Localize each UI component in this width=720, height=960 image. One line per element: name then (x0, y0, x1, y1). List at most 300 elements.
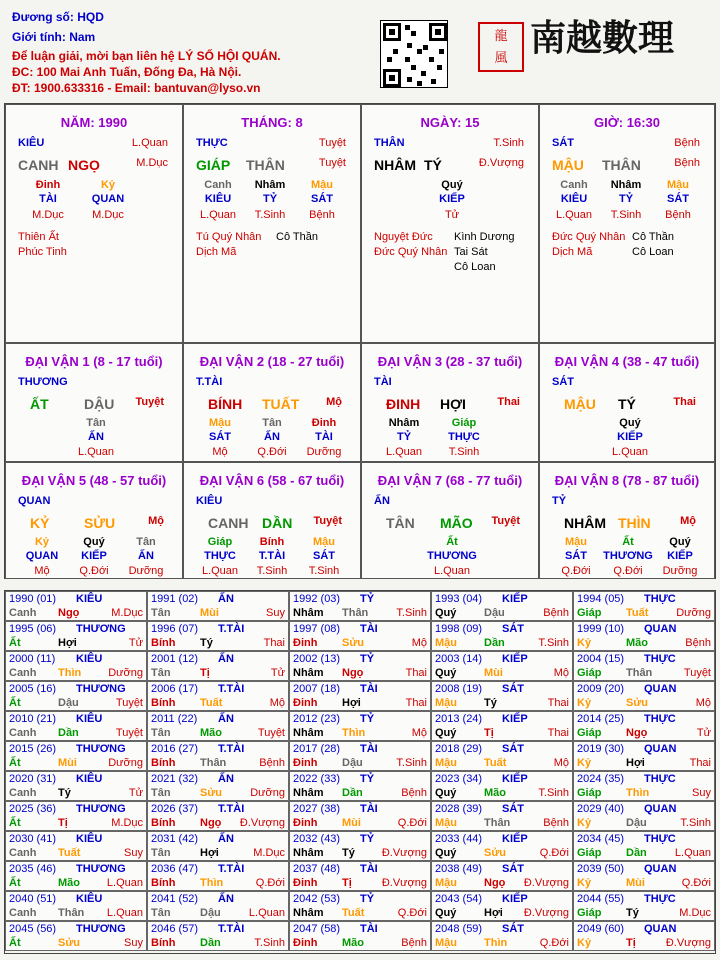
hidden-stem: Đinh (35, 179, 61, 191)
luck-hidden-tenstar: SÁT (209, 431, 231, 443)
year-stage: Tử (696, 727, 711, 739)
luck-period-cell (183, 343, 361, 462)
year-stage: T.Sinh (396, 607, 427, 619)
hidden-stage: Tử (444, 209, 460, 221)
year-cell (5, 621, 147, 651)
year-stem: Tân (151, 607, 171, 619)
luck-hidden-stage: L.Quan (77, 446, 115, 458)
year-tenstar: KIẾP (502, 593, 528, 605)
year-tenstar: TÀI (360, 623, 378, 635)
luck-hidden-stem: Quý (83, 536, 105, 548)
year-label: 2027 (38) (293, 803, 341, 815)
pillar-stage: M.Dục (136, 157, 168, 169)
year-tenstar: SÁT (502, 623, 524, 635)
year-cell (573, 591, 715, 621)
year-stage: M.Dục (111, 607, 143, 619)
year-cell (147, 681, 289, 711)
hidden-stem: Nhâm (254, 179, 286, 191)
luck-hidden-stage: L.Quan (433, 565, 471, 577)
year-label: 1991 (02) (151, 593, 199, 605)
year-tenstar: QUAN (644, 623, 677, 635)
pillar-branch: THÂN (602, 157, 641, 173)
year-label: 2043 (54) (435, 893, 483, 905)
year-cell (573, 651, 715, 681)
luck-hidden-stem: Mậu (209, 417, 231, 429)
year-stem: Bính (151, 937, 176, 949)
year-stem: Nhâm (293, 787, 324, 799)
year-label: 2039 (50) (577, 863, 625, 875)
luck-period-title: ĐẠI VẬN 7 (68 - 77 tuổi) (377, 473, 523, 488)
year-stage: Bệnh (259, 757, 285, 769)
year-label: 1993 (04) (435, 593, 483, 605)
year-stem: Nhâm (293, 847, 324, 859)
year-branch: Thìn (484, 937, 508, 949)
year-branch: Mão (200, 727, 222, 739)
year-branch: Dậu (484, 607, 505, 619)
year-cell (147, 651, 289, 681)
year-tenstar: KIÊU (76, 893, 103, 905)
luck-stage: Mộ (148, 515, 164, 527)
year-stem: Quý (435, 847, 457, 859)
inauspicious-star: Cô Loan (632, 246, 674, 258)
year-branch: Mùi (484, 667, 503, 679)
luck-stage: Tuyệt (135, 396, 164, 408)
year-tenstar: ẤN (218, 833, 234, 845)
inauspicious-star: Cô Loan (454, 261, 496, 273)
year-branch: Thìn (58, 667, 82, 679)
pillar-tenstar: THỰC (196, 137, 228, 149)
luck-period-title: ĐẠI VẬN 1 (8 - 17 tuổi) (25, 354, 163, 369)
year-stage: Mộ (411, 727, 427, 739)
hidden-tenstar: SÁT (667, 193, 689, 205)
year-stage: Đ.Vượng (381, 877, 427, 889)
luck-hidden-stage: Mộ (212, 446, 228, 458)
luck-tenstar: TỶ (552, 495, 567, 507)
year-stage: Bệnh (401, 937, 427, 949)
year-cell (147, 801, 289, 831)
year-label: 2021 (32) (151, 773, 199, 785)
year-tenstar: THỰC (644, 893, 676, 905)
year-tenstar: SÁT (502, 683, 524, 695)
year-stem: Ất (9, 637, 21, 649)
year-label: 2029 (40) (577, 803, 625, 815)
year-cell (431, 861, 573, 891)
year-branch: Tuất (342, 907, 365, 919)
year-stage: Bệnh (543, 817, 569, 829)
luck-period-cell (5, 343, 183, 462)
year-branch: Dần (200, 937, 221, 949)
year-tenstar: TÀI (360, 683, 378, 695)
chart-header (0, 0, 720, 100)
year-stage: Tuyệt (115, 727, 143, 739)
year-cell (431, 801, 573, 831)
year-stem: Canh (9, 787, 37, 799)
year-stem: Ất (9, 757, 21, 769)
year-stem: Nhâm (293, 667, 324, 679)
year-tenstar: KIÊU (76, 593, 103, 605)
luck-tenstar: KIÊU (196, 495, 223, 507)
luck-branch: TÝ (618, 396, 636, 412)
year-branch: Tị (200, 667, 210, 679)
year-branch: Tý (342, 847, 355, 859)
year-stage: M.Dục (253, 847, 285, 859)
year-stem: Canh (9, 607, 37, 619)
year-stage: T.Sinh (254, 937, 285, 949)
luck-hidden-stem: Ất (622, 536, 634, 548)
year-label: 2033 (44) (435, 833, 483, 845)
luck-stem: BÍNH (208, 396, 243, 412)
year-branch: Ngọ (342, 667, 364, 679)
year-stage: Suy (124, 847, 143, 859)
luck-hidden-stem: Tân (86, 417, 106, 429)
year-cell (5, 771, 147, 801)
year-stage: Thai (405, 667, 427, 679)
hidden-tenstar: KIẾP (439, 193, 465, 205)
year-stage: T.Sinh (680, 817, 711, 829)
year-stem: Kỷ (577, 697, 592, 709)
year-stage: Bệnh (543, 607, 569, 619)
year-stage: Tử (270, 667, 285, 679)
year-label: 2028 (39) (435, 803, 483, 815)
year-stage: Bệnh (685, 637, 711, 649)
year-label: 2032 (43) (293, 833, 341, 845)
year-cell (147, 861, 289, 891)
luck-tenstar: T.TÀI (196, 376, 223, 388)
hidden-stage: Bệnh (309, 209, 335, 221)
luck-period-cell (539, 462, 715, 579)
luck-hidden-tenstar: TÀI (315, 431, 333, 443)
year-tenstar: KIẾP (502, 833, 528, 845)
luck-hidden-tenstar: THƯƠNG (427, 550, 477, 562)
year-tenstar: KIẾP (502, 713, 528, 725)
year-stem: Canh (9, 907, 37, 919)
year-label: 2044 (55) (577, 893, 625, 905)
year-branch: Thân (200, 757, 227, 769)
year-label: 2023 (34) (435, 773, 483, 785)
year-branch: Mão (626, 637, 648, 649)
year-label: 2004 (15) (577, 653, 625, 665)
luck-stage: Thai (673, 396, 696, 408)
year-stage: Q.Đới (539, 937, 569, 949)
hidden-tenstar: TỶ (262, 193, 278, 205)
year-branch: Sửu (626, 697, 649, 709)
luck-hidden-tenstar: KIẾP (667, 550, 693, 562)
year-stem: Đinh (293, 637, 318, 649)
year-tenstar: THỰC (644, 593, 676, 605)
year-label: 2045 (56) (9, 923, 57, 935)
year-stage: Suy (266, 607, 285, 619)
year-stem: Giáp (577, 787, 602, 799)
year-cell (5, 801, 147, 831)
luck-hidden-stage: T.Sinh (448, 446, 480, 458)
luck-hidden-stem: Kỷ (34, 536, 50, 548)
year-stage: Đ.Vượng (381, 847, 427, 859)
year-cell (147, 921, 289, 951)
year-stem: Bính (151, 637, 176, 649)
luck-tenstar: QUAN (18, 495, 51, 507)
year-stem: Giáp (577, 727, 602, 739)
year-cell (431, 771, 573, 801)
luck-stem: MẬU (564, 396, 596, 412)
year-label: 2018 (29) (435, 743, 483, 755)
year-cell (5, 921, 147, 951)
year-tenstar: THỰC (644, 833, 676, 845)
luck-hidden-stage: Dưỡng (306, 446, 342, 458)
year-tenstar: THỰC (644, 773, 676, 785)
year-branch: Dần (484, 637, 505, 649)
pillar-stem: MẬU (552, 157, 584, 173)
year-stem: Tân (151, 667, 171, 679)
year-tenstar: TÀI (360, 803, 378, 815)
hidden-stem: Kỷ (100, 179, 116, 191)
year-label: 2042 (53) (293, 893, 341, 905)
luck-hidden-tenstar: ẤN (88, 431, 104, 443)
year-label: 2011 (22) (151, 713, 198, 725)
year-tenstar: SÁT (502, 923, 524, 935)
year-stage: Mộ (695, 697, 711, 709)
year-stem: Ất (9, 877, 21, 889)
year-cell (289, 621, 431, 651)
year-stage: T.Sinh (396, 757, 427, 769)
year-stem: Giáp (577, 847, 602, 859)
year-stage: Thai (263, 637, 285, 649)
luck-stage: Tuyệt (313, 515, 342, 527)
hidden-stage: M.Dục (32, 209, 64, 221)
year-label: 2040 (51) (9, 893, 57, 905)
year-stage: Suy (692, 787, 711, 799)
luck-hidden-stem: Giáp (207, 536, 233, 548)
year-label: 2037 (48) (293, 863, 341, 875)
luck-hidden-stage: L.Quan (385, 446, 423, 458)
year-stage: Tuyệt (257, 727, 285, 739)
year-stage: Mộ (411, 637, 427, 649)
pillar-tenstar: SÁT (552, 137, 574, 149)
year-cell (573, 921, 715, 951)
hidden-tenstar: SÁT (311, 193, 333, 205)
luck-tenstar: THƯƠNG (18, 376, 68, 388)
year-branch: Dậu (200, 907, 221, 919)
luck-period-cell (361, 343, 539, 462)
year-branch: Thìn (342, 727, 366, 739)
luck-period-title: ĐẠI VẬN 5 (48 - 57 tuổi) (21, 473, 167, 488)
year-label: 2001 (12) (151, 653, 199, 665)
pillar-cell (5, 104, 183, 343)
year-cell (289, 591, 431, 621)
year-cell (431, 651, 573, 681)
year-branch: Thìn (200, 877, 224, 889)
luck-hidden-stage: Mộ (34, 565, 50, 577)
year-stem: Bính (151, 697, 176, 709)
year-cell (573, 891, 715, 921)
luck-period-cell (539, 343, 715, 462)
year-label: 2002 (13) (293, 653, 341, 665)
year-branch: Dậu (342, 757, 363, 769)
pillar-stage-label: Bệnh (674, 137, 700, 149)
luck-tenstar: ẤN (374, 495, 390, 507)
year-stem: Ất (9, 937, 21, 949)
year-stem: Mậu (435, 817, 457, 829)
year-cell (431, 831, 573, 861)
year-cell (5, 831, 147, 861)
year-branch: Thìn (626, 787, 650, 799)
luck-hidden-stage: Q.Đới (79, 565, 109, 577)
year-label: 2006 (17) (151, 683, 199, 695)
year-stage: Mộ (553, 667, 569, 679)
luck-branch: HỢI (440, 396, 466, 412)
year-cell (431, 921, 573, 951)
year-stem: Mậu (435, 637, 457, 649)
year-tenstar: KIÊU (76, 833, 103, 845)
year-tenstar: QUAN (644, 743, 677, 755)
year-tenstar: ẤN (218, 593, 234, 605)
hidden-stage: Bệnh (665, 209, 691, 221)
year-label: 2025 (36) (9, 803, 57, 815)
year-tenstar: ẤN (218, 773, 234, 785)
luck-period-title: ĐẠI VẬN 3 (28 - 37 tuổi) (377, 354, 523, 369)
year-cell (573, 621, 715, 651)
year-label: 2049 (60) (577, 923, 625, 935)
year-stage: L.Quan (106, 907, 143, 919)
year-label: 1997 (08) (293, 623, 341, 635)
year-tenstar: QUAN (644, 683, 677, 695)
year-tenstar: T.TÀI (218, 683, 245, 695)
year-tenstar: TỶ (360, 773, 375, 785)
year-branch: Mùi (200, 607, 219, 619)
year-stage: Đ.Vượng (523, 907, 569, 919)
luck-stem: ẤT (30, 396, 49, 412)
year-tenstar: T.TÀI (218, 863, 245, 875)
hidden-stem: Quý (441, 179, 463, 191)
year-cell (289, 741, 431, 771)
year-branch: Thân (58, 907, 85, 919)
year-cell (147, 891, 289, 921)
auspicious-star: Thiên Ất (18, 231, 59, 243)
year-stem: Giáp (577, 907, 602, 919)
year-branch: Dần (626, 847, 647, 859)
auspicious-star: Phúc Tinh (18, 246, 67, 258)
year-tenstar: THỰC (644, 653, 676, 665)
luck-hidden-tenstar: THỰC (204, 550, 236, 562)
year-stage: Tử (128, 637, 143, 649)
year-branch: Hợi (200, 847, 219, 859)
year-cell (5, 591, 147, 621)
year-stage: Tuyệt (115, 697, 143, 709)
year-label: 1996 (07) (151, 623, 199, 635)
pillar-cell (183, 104, 361, 343)
hidden-tenstar: QUAN (91, 193, 125, 205)
year-stem: Canh (9, 847, 37, 859)
pillar-stem: CANH (18, 157, 59, 173)
luck-stage: Tuyệt (491, 515, 520, 527)
year-stem: Mậu (435, 697, 457, 709)
luck-hidden-tenstar: THỰC (448, 431, 480, 443)
year-branch: Hợi (626, 757, 645, 769)
year-tenstar: QUAN (644, 923, 677, 935)
year-stem: Mậu (435, 757, 457, 769)
year-cell (573, 681, 715, 711)
year-tenstar: KIẾP (502, 773, 528, 785)
hidden-tenstar: TỶ (618, 193, 634, 205)
year-cell (147, 831, 289, 861)
inauspicious-star: Cô Thần (632, 231, 674, 243)
hidden-stem: Canh (560, 179, 588, 191)
year-stage: Q.Đới (397, 907, 427, 919)
pillar-title: THÁNG: 8 (241, 115, 303, 130)
year-stem: Tân (151, 907, 171, 919)
year-label: 2035 (46) (9, 863, 57, 875)
inauspicious-star: Tai Sát (454, 246, 488, 258)
year-branch: Dần (342, 787, 363, 799)
year-cell (289, 831, 431, 861)
brand-logo: 南越數理 (530, 17, 675, 59)
year-tenstar: THƯƠNG (76, 623, 126, 635)
year-tenstar: QUAN (644, 803, 677, 815)
pillar-stage: Đ.Vượng (478, 157, 524, 169)
pillar-stem: GIÁP (196, 157, 231, 173)
hidden-tenstar: KIÊU (560, 193, 588, 205)
year-cell (431, 711, 573, 741)
year-tenstar: TỶ (360, 833, 375, 845)
year-cell (289, 891, 431, 921)
year-branch: Hợi (58, 637, 77, 649)
luck-stem: CANH (208, 515, 249, 531)
year-label: 2007 (18) (293, 683, 341, 695)
pillar-tenstar: THÂN (374, 137, 405, 149)
year-stage: Suy (124, 937, 143, 949)
year-cell (431, 621, 573, 651)
year-tenstar: TỶ (360, 893, 375, 905)
year-stage: Q.Đới (681, 877, 711, 889)
year-label: 1992 (03) (293, 593, 341, 605)
year-cell (573, 711, 715, 741)
year-label: 2009 (20) (577, 683, 625, 695)
year-tenstar: KIÊU (76, 773, 103, 785)
hidden-stage: M.Dục (92, 209, 124, 221)
year-branch: Mão (58, 877, 80, 889)
luck-period-title: ĐẠI VẬN 8 (78 - 87 tuổi) (554, 473, 700, 488)
luck-stem: NHÂM (564, 515, 606, 531)
year-branch: Mùi (626, 877, 645, 889)
year-tenstar: THƯƠNG (76, 683, 126, 695)
year-tenstar: QUAN (644, 863, 677, 875)
year-cell (5, 681, 147, 711)
year-branch: Thân (626, 667, 653, 679)
luck-stem: ĐINH (386, 396, 421, 412)
year-label: 2041 (52) (151, 893, 199, 905)
year-label: 2019 (30) (577, 743, 625, 755)
year-label: 2020 (31) (9, 773, 57, 785)
year-label: 2030 (41) (9, 833, 57, 845)
year-branch: Dậu (626, 817, 647, 829)
year-stem: Kỷ (577, 637, 592, 649)
luck-hidden-stage: Dưỡng (128, 565, 164, 577)
luck-hidden-stem: Tân (136, 536, 156, 548)
luck-hidden-stage: Q.Đới (257, 446, 287, 458)
luck-hidden-stem: Giáp (451, 417, 477, 429)
year-branch: Tị (342, 877, 352, 889)
year-tenstar: TỶ (360, 713, 375, 725)
year-cell (289, 711, 431, 741)
year-tenstar: SÁT (502, 743, 524, 755)
luck-stage: Mộ (680, 515, 696, 527)
year-stage: Dưỡng (676, 607, 711, 619)
address: ĐC: 100 Mai Anh Tuấn, Đống Đa, Hà Nội. (12, 65, 242, 79)
year-tenstar: THƯƠNG (76, 803, 126, 815)
luck-hidden-stem: Mậu (565, 536, 587, 548)
luck-hidden-stem: Bính (259, 536, 285, 548)
year-branch: Tị (58, 817, 68, 829)
year-stem: Canh (9, 727, 37, 739)
